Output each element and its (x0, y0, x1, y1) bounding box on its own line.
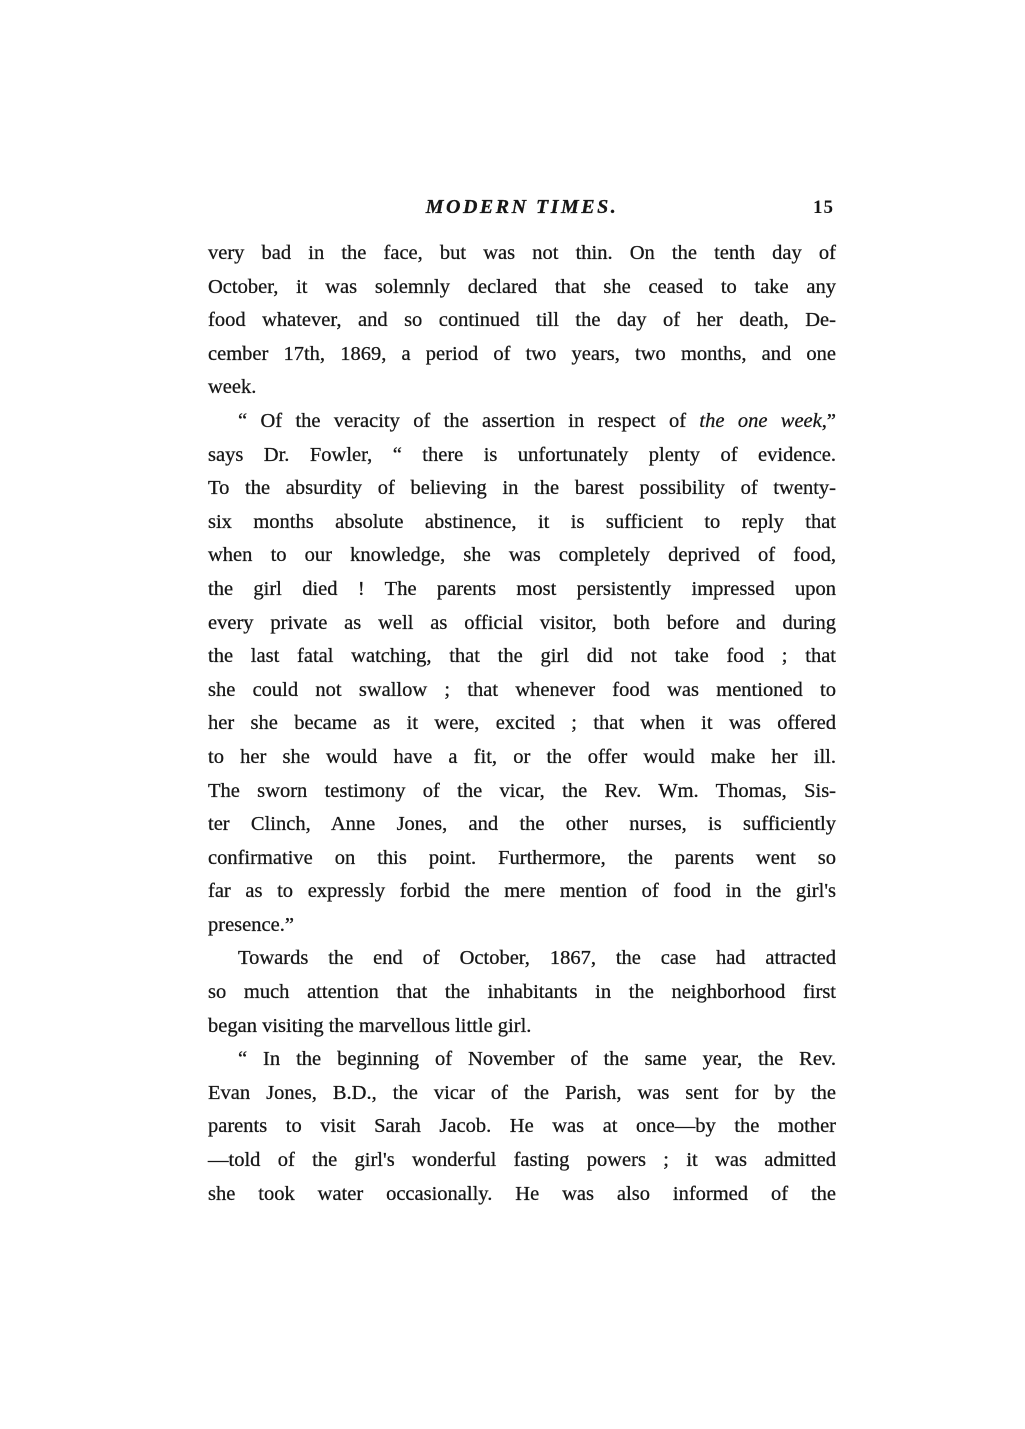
text-line (208, 573, 836, 607)
text-segment: she could not swallow ; that whenever food was mentioned to (208, 678, 836, 701)
text-line (208, 371, 836, 405)
text-segment: to her she would have a fit, or the offer would make her ill. (208, 745, 836, 768)
text-segment: every private as well as official visitor, both before and during (208, 611, 836, 634)
text-segment: when to our knowledge, she was completely deprived of food, (208, 544, 836, 567)
text-line (208, 808, 836, 842)
text-line (208, 1178, 836, 1212)
text-segment: her she became as it were, excited ; that when it was offered (208, 712, 836, 735)
text-segment: week. (208, 376, 257, 399)
text-segment: —told of the girl's wonderful fasting powers ; it was admitted (208, 1149, 836, 1172)
text-line (208, 842, 836, 876)
text-segment: the last fatal watching, that the girl did not take food ; that (208, 645, 836, 668)
text-segment: parents to visit Sarah Jacob. He was at once—by the mother (208, 1115, 836, 1138)
text-segment: food whatever, and so continued till the day of her death, De- (208, 309, 836, 332)
text-line (208, 741, 836, 775)
text-line (208, 1010, 836, 1044)
text-line (208, 976, 836, 1010)
text-line (208, 1077, 836, 1111)
text-line (208, 1110, 836, 1144)
text-line (208, 338, 836, 372)
body-text (208, 237, 836, 1211)
text-segment: Towards the end of October, 1867, the case had attracted (238, 947, 836, 970)
text-segment: October, it was solemnly declared that she ceased to take any (208, 275, 836, 298)
text-line (208, 1144, 836, 1178)
text-segment: The sworn testimony of the vicar, the Rev. Wm. Thomas, Sis- (208, 779, 836, 802)
text-line (208, 271, 836, 305)
text-segment: To the absurdity of believing in the barest possibility of twenty- (208, 477, 836, 500)
text-segment: says Dr. Fowler, “ there is unfortunately plenty of evidence. (208, 443, 836, 466)
text-segment: very bad in the face, but was not thin. On the tenth day of (208, 242, 836, 264)
text-line (208, 405, 836, 439)
text-segment: the girl died ! The parents most persistently impressed upon (208, 577, 836, 600)
text-segment: cember 17th, 1869, a period of two years, two months, and one (208, 342, 836, 365)
text-line (208, 506, 836, 540)
text-segment: Evan Jones, B.D., the vicar of the Parish, was sent for by the (208, 1081, 836, 1104)
text-segment: six months absolute abstinence, it is sufficient to reply that (208, 510, 836, 533)
italic-phrase: the one week (699, 409, 822, 432)
paragraph (208, 405, 836, 943)
page-header (208, 196, 836, 226)
text-line (208, 1043, 836, 1077)
text-line (208, 472, 836, 506)
text-segment: presence.” (208, 913, 294, 936)
text-line (208, 707, 836, 741)
text-line (208, 607, 836, 641)
text-segment: far as to expressly forbid the mere mention of food in the girl's (208, 880, 836, 903)
text-line (208, 237, 836, 271)
paragraph (208, 942, 836, 1043)
text-segment: “ In the beginning of November of the same year, the Rev. (238, 1048, 836, 1071)
paragraph (208, 237, 836, 405)
text-line (208, 942, 836, 976)
text-line (208, 539, 836, 573)
text-line (208, 875, 836, 909)
running-title: MODERN TIMES. (425, 196, 619, 218)
text-segment: began visiting the marvellous little girl. (208, 1014, 532, 1037)
text-segment: she took water occasionally. He was also informed of the (208, 1182, 836, 1205)
paragraph (208, 1043, 836, 1211)
text-line (208, 304, 836, 338)
text-segment: “ Of the veracity of the assertion in respect of (238, 409, 700, 432)
text-segment: ter Clinch, Anne Jones, and the other nurses, is sufficiently (208, 813, 836, 836)
text-line (208, 640, 836, 674)
text-segment: confirmative on this point. Furthermore, the parents went so (208, 846, 836, 869)
text-segment: ,” (821, 409, 836, 432)
text-line (208, 674, 836, 708)
page-number: 15 (813, 197, 834, 218)
text-line (208, 439, 836, 473)
text-line (208, 909, 836, 943)
text-segment: so much attention that the inhabitants in the neighborhood first (208, 981, 836, 1004)
text-line (208, 775, 836, 809)
